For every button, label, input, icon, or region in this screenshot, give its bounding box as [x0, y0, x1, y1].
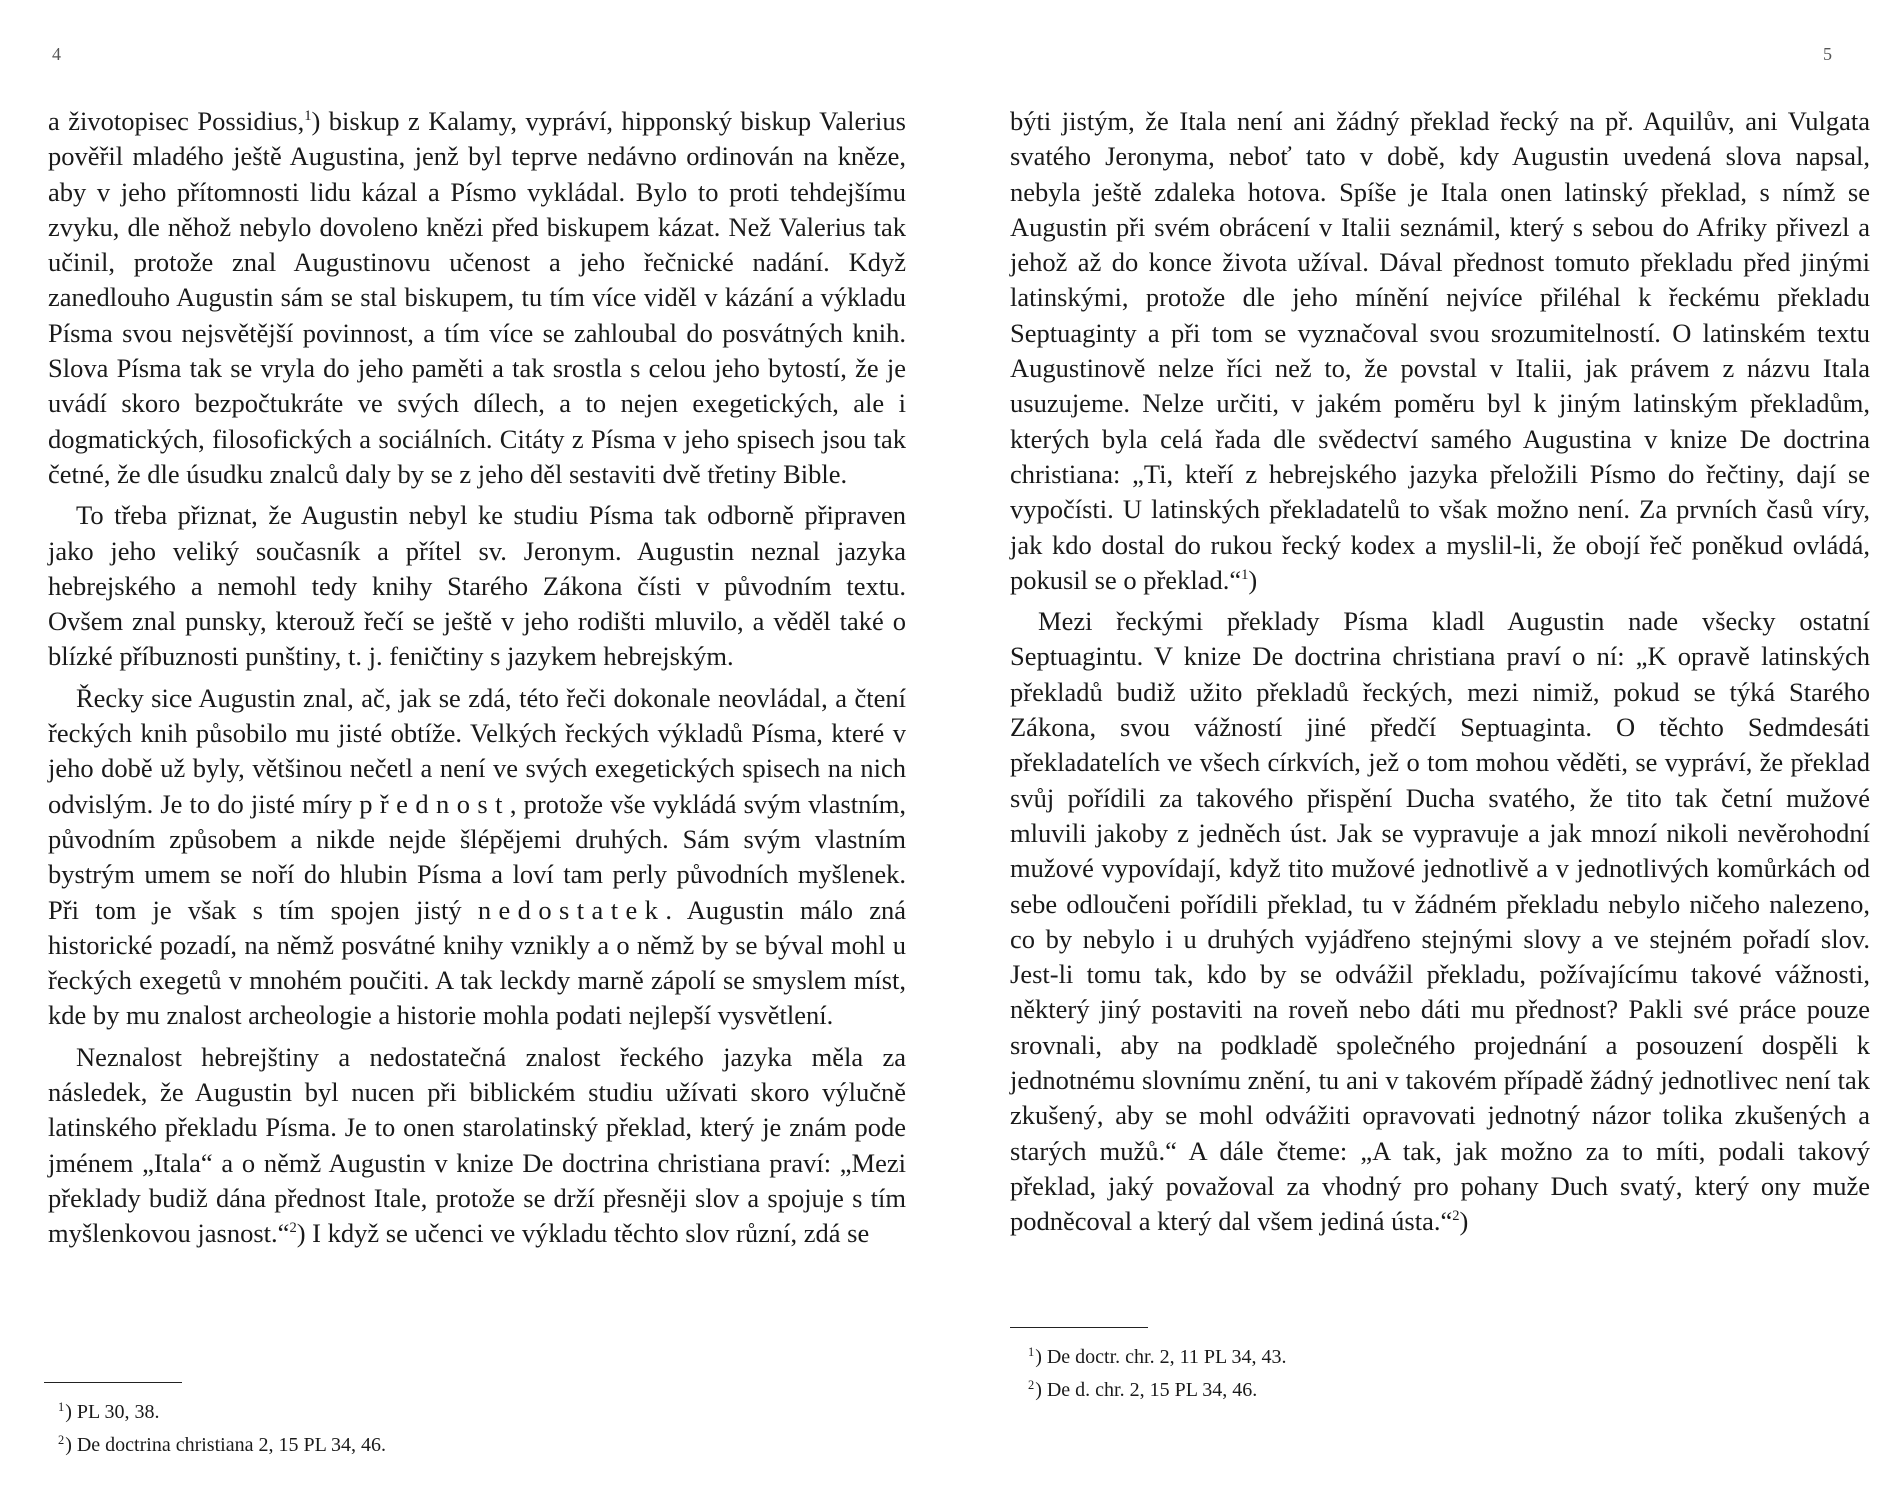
footnote — [58, 1426, 858, 1459]
body-text — [48, 104, 906, 1258]
footnote-reference: 1 — [304, 107, 312, 124]
page-number: 5 — [1823, 44, 1832, 64]
right-page — [946, 0, 1892, 1500]
footnote-reference: 2 — [1452, 1208, 1460, 1225]
paragraph — [48, 1040, 906, 1252]
footnote-text: ) De doctr. chr. 2, 11 PL 34, 43. — [1035, 1345, 1287, 1368]
footnote-divider — [1010, 1327, 1148, 1328]
footnote-mark: 2 — [58, 1432, 65, 1447]
footnote-mark: 1 — [1028, 1345, 1035, 1359]
footnote-text: ) De d. chr. 2, 15 PL 34, 46. — [1035, 1378, 1258, 1401]
paragraph-text: ) — [1459, 1206, 1469, 1237]
paragraph-text: a životopisec Possidius, — [48, 106, 305, 136]
body-text — [1010, 104, 1870, 1246]
footnote-divider — [44, 1382, 182, 1383]
paragraph-text: , protože vše vykládá svým vlastním, původním způsobem a nikde nejde šlépějemi druhých. Sám svým vlastním bystrým umem se noří do hlubin Písma a loví tam perly původních myšlenek. Při tom je však s tím spojen jistý — [48, 788, 906, 925]
footnotes — [58, 1393, 858, 1459]
footnote-reference: 1 — [1241, 566, 1249, 583]
paragraph-text: ) I když se učenci ve výkladu těchto slov různí, zdá se — [296, 1218, 870, 1249]
footnote — [58, 1393, 858, 1426]
paragraph — [1010, 604, 1870, 1239]
paragraph-text: . Augustin málo zná historické pozadí, na němž posvátné knihy vznikly a o němž by se býval mohl u řeckých exegetů v mnohém poučiti. A tak leckdy marně zápolí se smyslem míst, kde by mu znalost archeologie a historie mohla podati nejlepší vysvětlení. — [48, 894, 906, 1031]
footnote-text: ) PL 30, 38. — [65, 1400, 160, 1423]
paragraph-text: ) biskup z Kalamy, vypráví, hipponský biskup Valerius pověřil mladého ještě Augustina, jenž byl teprve nedávno ordinován na kněze, aby v jeho přítomnosti lidu kázal a Písmo vykládal. Bylo to proti tehdejšímu zvyku, dle něhož nebylo dovoleno knězi před biskupem kázat. Než Valerius tak učinil, protože znal Augustinovu učenost a jeho řečnické nadání. Když zanedlouho Augustin sám se stal biskupem, tu tím více viděl v kázání a výkladu Písma svou nejsvětější povinnost, a tím více se zahloubal do posvátných knih. Slova Písma tak se vryla do jeho paměti a tak srostla s celou jeho bytostí, že je uvádí skoro bezpočtukráte ve svých dílech, a to nejen exegetických, ale i dogmatických, filosofických a sociálních. Citáty z Písma v jeho spisech jsou tak četné, že dle úsudku znalců daly by se z jeho děl sestaviti dvě třetiny Bible. — [48, 106, 906, 489]
paragraph-text: Neznalost hebrejštiny a nedostatečná znalost řeckého jazyka měla za následek, že Augustin byl nucen při biblickém studiu užívati skoro výlučně latinského překladu Písma. Je to onen starolatinský překlad, který je znám pode jménem „Itala“ a o němž Augustin v knize De doctrina christiana praví: „Mezi překlady budiž dána přednost Itale, protože se drží přesněji slov a spojuje s tím myšlenkovou jasnost.“ — [48, 1041, 906, 1249]
paragraph-text: býti jistým, že Itala není ani žádný překlad řecký na př. Aquilův, ani Vulgata svatého Jeronyma, neboť tato v době, kdy Augustin uvedená slova napsal, nebyla ještě zdaleka hotova. Spíše je Itala onen latinský překlad, s nímž se Augustin při svém obrácení v Italii seznámil, který s sebou do Afriky přivezl a jehož až do konce života užíval. Dával přednost tomuto překladu před jinými latinskými, protože dle jeho mínění nejvíce přiléhal k řeckému překladu Septuaginty a při tom se vyznačoval svou srozumitelností. O latinském textu Augustinově nelze říci než to, že povstal v Italii, jak právem z názvu Itala usuzujeme. Nelze určiti, v jakém poměru byl k jiným latinským překladům, kterých byla celá řada dle svědectví samého Augustina v knize De doctrina christiana: „Ti, kteří z hebrejského jazyka přeložili Písmo do řečtiny, dají se vypočísti. U latinských překladatelů to však možno není. Za prvních časů víry, jak kdo dostal do rukou řecký kodex a myslil-li, že obojí řeč poněkud ovládá, pokusil se o překlad.“ — [1010, 106, 1870, 595]
footnote-text: ) De doctrina christiana 2, 15 PL 34, 46. — [65, 1433, 387, 1456]
paragraph — [48, 681, 906, 1034]
paragraph-text: To třeba přiznat, že Augustin nebyl ke studiu Písma tak odborně připraven jako jeho veliký současník a přítel sv. Jeronym. Augustin neznal jazyka hebrejského a nemohl tedy knihy Starého Zákona čísti v původním textu. Ovšem znal punsky, kterouž řečí se ještě v jeho rodišti mluvilo, a věděl také o blízké příbuznosti punštiny, t. j. feničtiny s jazykem hebrejským. — [48, 500, 906, 672]
emphasized-word: přednost — [359, 788, 510, 819]
paragraph-text: Mezi řeckými překlady Písma kladl Augustin nade všecky ostatní Septuagintu. V knize De doctrina christiana praví o ní: „K opravě latinských překladů budiž užito překladů řeckých, mezi nimiž, pokud se týká Starého Zákona, svou vážností jiné předčí Septuaginta. O těchto Sedmdesáti překladatelích ve všech církvích, jež o tom mohou věděti, se vypráví, že překlad svůj pořídili za takového přispění Ducha svatého, že tito tak četní mužové mluvili jakoby z jedněch úst. Jak se vypravuje a jak mnozí nikoli nevěrohodní mužové vypovídají, když tito mužové jednotlivě a v jednotlivých komůrkách od sebe odloučeni pořídili překlad, tu v žádném překladu nebylo ničeho nalezeno, co by nebylo i u druhých vyjádřeno stejnými slovy a ve stejném pořadí slov. Jest-li tomu tak, kdo by se odvážil překladu, požívajícímu takové vážnosti, některý jiný postaviti na roveň nebo dáti mu přednost? Pakli své práce pouze srovnali, aby na podkladě společného projednání a posouzení dospěli k jednotnému slovnímu znění, tu ani v takovém případě žádný jednotlivec není tak zkušený, aby se mohl odvážiti opravovati jednotný názor tolika zkušených a starých mužů.“ A dále čteme: „A tak, jak možno za to míti, podali takový překlad, jaký považoval za vhodný pro pohany Duch svatý, který ony muže podněcoval a který dal všem jediná ústa.“ — [1010, 606, 1870, 1237]
footnote — [1028, 1338, 1828, 1371]
page-number: 4 — [52, 44, 61, 64]
footnote-mark: 2 — [1028, 1377, 1035, 1392]
paragraph — [48, 104, 906, 492]
footnotes — [1028, 1338, 1828, 1404]
footnote — [1028, 1371, 1828, 1404]
paragraph-text: ) — [1248, 564, 1258, 595]
footnote-reference: 2 — [289, 1220, 297, 1237]
footnote-mark: 1 — [58, 1400, 65, 1414]
emphasized-word: nedostatek — [477, 894, 666, 925]
paragraph — [1010, 104, 1870, 598]
paragraph-text: Řecky sice Augustin znal, ač, jak se zdá, této řeči dokonale neovládal, a čtení řeckých knih působilo mu jisté obtíže. Velkých řeckých výkladů Písma, které v jeho době už byly, většinou nečetl a není ve svých exegetických spisech na nich odvislým. Je to do jisté míry — [48, 682, 906, 819]
paragraph — [48, 498, 906, 674]
